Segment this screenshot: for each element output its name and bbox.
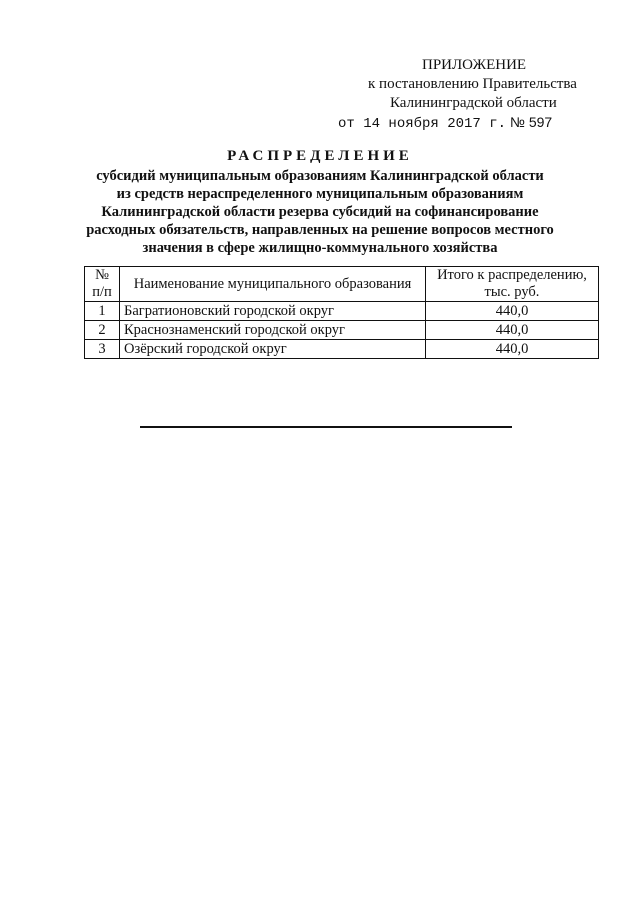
header-total-line2: тыс. руб.: [484, 284, 540, 300]
header-total-line1: Итого к распределению,: [437, 267, 587, 283]
header-name: Наименование муниципального образования: [120, 267, 426, 302]
row-total: 440,0: [426, 302, 599, 321]
row-number: 1: [85, 302, 120, 321]
document-title-block: [60, 146, 580, 257]
row-number: 2: [85, 321, 120, 340]
date-prefix: от: [338, 116, 364, 132]
appendix-title: ПРИЛОЖЕНИЕ: [422, 57, 527, 73]
row-total: 440,0: [426, 321, 599, 340]
header-number: [85, 267, 120, 302]
header-number-symbol: №: [95, 267, 109, 283]
table-row: [85, 321, 599, 340]
row-municipality: Багратионовский городской округ: [120, 302, 426, 321]
subtitle-line-1: субсидий муниципальным образованиям Калининградской области: [96, 168, 544, 184]
table-row: [85, 340, 599, 359]
appendix-date-line: [338, 113, 552, 134]
table-row: [85, 302, 599, 321]
distribution-table: [84, 266, 599, 359]
document-heading: РАСПРЕДЕЛЕНИЕ: [227, 148, 413, 164]
number-value: 597: [528, 114, 553, 130]
row-number: 3: [85, 340, 120, 359]
subtitle-line-5: значения в сфере жилищно-коммунального хозяйства: [142, 240, 498, 256]
subtitle-line-4: расходных обязательств, направленных на решение вопросов местного: [86, 222, 554, 238]
row-municipality: Озёрский городской округ: [120, 340, 426, 359]
appendix-resolution-line: к постановлению Правительства: [368, 76, 577, 92]
appendix-region-line: Калининградской области: [390, 95, 557, 111]
date-value: 14 ноября 2017 г.: [363, 116, 507, 132]
number-label: №: [506, 114, 529, 130]
subtitle-line-3: Калининградской области резерва субсидий на софинансирование: [101, 204, 539, 220]
row-total: 440,0: [426, 340, 599, 359]
subtitle-line-2: из средств нераспределенного муниципальным образованиям: [116, 186, 524, 202]
document-subtitle: [60, 167, 580, 257]
row-municipality: Краснознаменский городской округ: [120, 321, 426, 340]
header-total: [426, 267, 599, 302]
table-header-row: [85, 267, 599, 302]
header-number-abbr: п/п: [92, 284, 112, 300]
closing-divider: [140, 426, 512, 428]
